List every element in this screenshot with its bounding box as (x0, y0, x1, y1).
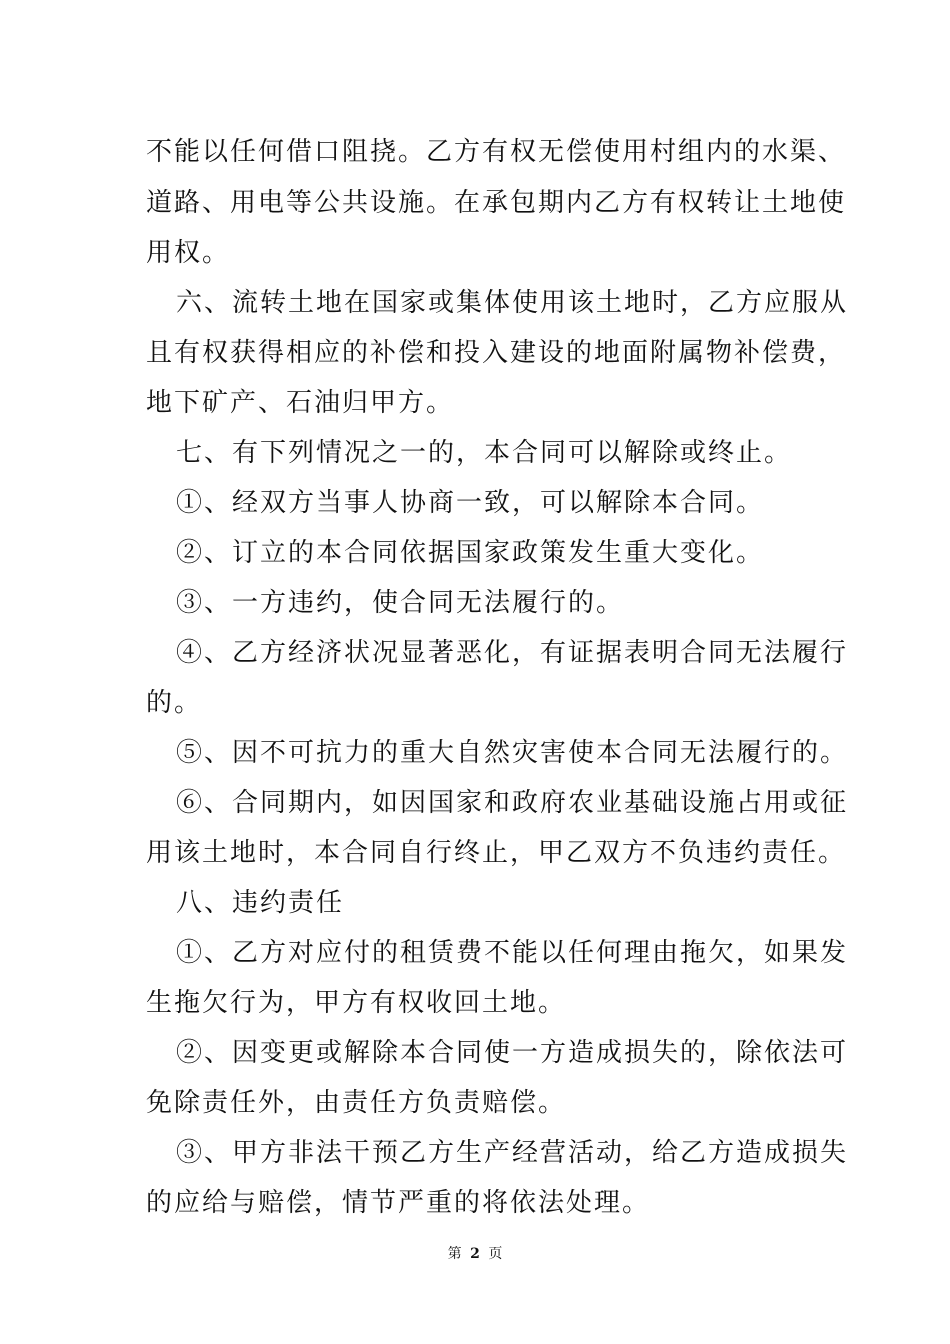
text-line: 免除责任外，由责任方负责赔偿。 (146, 1088, 567, 1118)
text-line: ④、乙方经济状况显著恶化，有证据表明合同无法履行 (176, 638, 849, 668)
text-line: ⑤、因不可抗力的重大自然灾害使本合同无法履行的。 (176, 738, 849, 768)
text-line: 生拖欠行为，甲方有权收回土地。 (146, 988, 567, 1018)
text-line: 不能以任何借口阻挠。乙方有权无偿使用村组内的水渠、 (146, 137, 847, 167)
page-footer (0, 1245, 950, 1263)
text-line: 的应给与赔偿，情节严重的将依法处理。 (146, 1188, 651, 1218)
text-line: ③、甲方非法干预乙方生产经营活动，给乙方造成损失 (176, 1138, 849, 1168)
text-line: 用权。 (146, 238, 231, 268)
text-line: 的。 (146, 688, 203, 718)
text-line: ⑥、合同期内，如因国家和政府农业基础设施占用或征 (176, 788, 849, 818)
text-line: 且有权获得相应的补偿和投入建设的地面附属物补偿费， (146, 338, 847, 368)
page-number: 2 (470, 1246, 480, 1262)
text-line: 六、流转土地在国家或集体使用该土地时，乙方应服从 (176, 288, 849, 318)
text-line: 七、有下列情况之一的，本合同可以解除或终止。 (176, 438, 793, 468)
text-line: ①、经双方当事人协商一致，可以解除本合同。 (176, 488, 765, 518)
section-heading: 八、违约责任 (176, 888, 345, 918)
text-line: 用该土地时，本合同自行终止，甲乙双方不负违约责任。 (146, 838, 847, 868)
text-line: 地下矿产、石油归甲方。 (146, 388, 455, 418)
text-line: ①、乙方对应付的租赁费不能以任何理由拖欠，如果发 (176, 938, 849, 968)
text-line: 道路、用电等公共设施。在承包期内乙方有权转让土地使 (146, 188, 847, 218)
footer-prefix: 第 (447, 1246, 462, 1262)
text-line: ③、一方违约，使合同无法履行的。 (176, 588, 625, 618)
text-line: ②、因变更或解除本合同使一方造成损失的，除依法可 (176, 1038, 849, 1068)
footer-suffix: 页 (488, 1246, 503, 1262)
text-line: ②、订立的本合同依据国家政策发生重大变化。 (176, 538, 765, 568)
